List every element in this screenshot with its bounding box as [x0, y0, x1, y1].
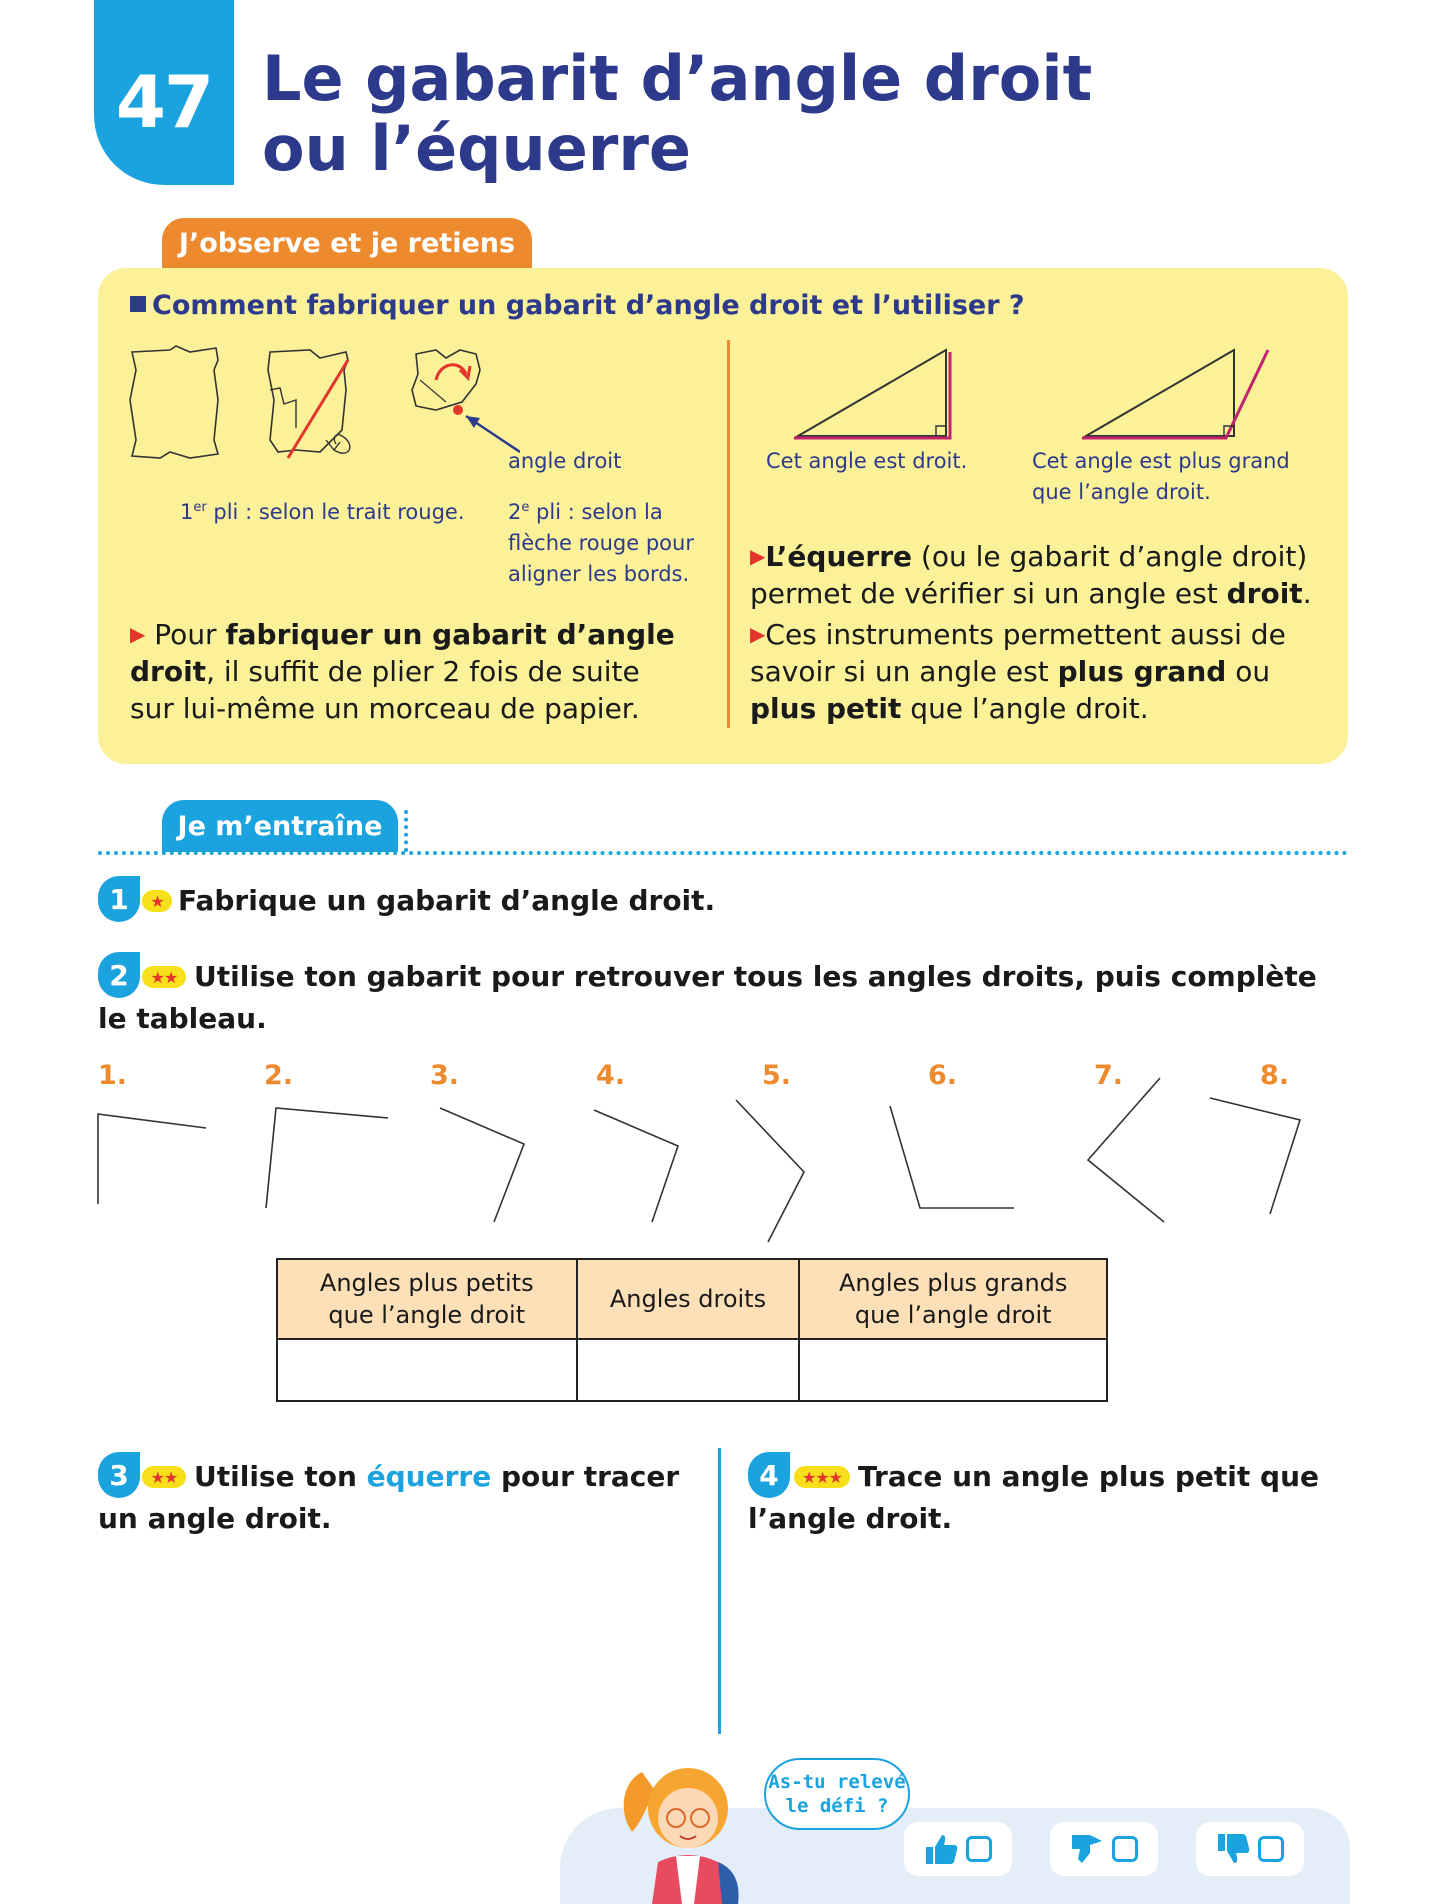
angle-7 [1088, 1078, 1164, 1222]
exercise-divider [718, 1448, 721, 1734]
difficulty-stars-4: ★★★ [794, 1466, 850, 1488]
fold2-caption: 2e pli : selon la flèche rouge pour aligner les bords. [508, 500, 694, 586]
exercise-3-number: 3 [98, 1452, 140, 1498]
equerre-keyword: équerre [366, 1460, 492, 1493]
angle-8 [1210, 1098, 1300, 1214]
table-header-smaller: Angles plus petits que l’angle droit [277, 1259, 577, 1339]
exercise-4-text-line2: l’angle droit. [748, 1502, 953, 1535]
challenge-speech-bubble: As-tu relevé le défi ? [764, 1758, 910, 1830]
checkbox-icon[interactable] [1258, 1836, 1284, 1862]
title-line-1: Le gabarit d’angle droit [262, 42, 1093, 115]
observe-divider [727, 340, 730, 728]
angles-to-sort [90, 1070, 1310, 1250]
fold1-caption: 1er pli : selon le trait rouge. [180, 500, 465, 524]
set-square-obtuse [1086, 350, 1234, 436]
dotted-tab-edge [404, 810, 408, 852]
page-title [262, 44, 1092, 184]
angle-label-2: 2. [264, 1060, 294, 1091]
train-tab: Je m’entraîne [162, 800, 398, 852]
angle-4 [594, 1110, 678, 1222]
angle-label-8: 8. [1260, 1060, 1290, 1091]
exercise-2-text-line1: Utilise ton gabarit pour retrouver tous les angles droits, puis complète [194, 960, 1317, 993]
checkbox-icon[interactable] [966, 1836, 992, 1862]
table-header-larger: Angles plus grands que l’angle droit [799, 1259, 1107, 1339]
exercise-1-number: 1 [98, 876, 140, 922]
angle-label-3: 3. [430, 1060, 460, 1091]
sorting-table [276, 1258, 1108, 1402]
table-header-right: Angles droits [577, 1259, 800, 1339]
observe-tab: J’observe et je retiens [162, 218, 532, 268]
red-triangle-bullet-icon: ▶ [130, 622, 146, 646]
angle-label-7: 7. [1094, 1060, 1124, 1091]
thumbs-down-icon [1216, 1833, 1250, 1865]
difficulty-stars-1: ★ [142, 890, 172, 912]
answer-cell-smaller[interactable] [277, 1339, 577, 1401]
exercise-2-text-line2: le tableau. [98, 1002, 267, 1035]
rating-thumbs-down[interactable] [1196, 1822, 1304, 1876]
lesson-number-badge [94, 0, 234, 185]
difficulty-stars-3: ★★ [142, 1466, 186, 1488]
dotted-divider [98, 851, 1348, 855]
girl-character-illustration [612, 1752, 762, 1904]
lesson-number: 47 [115, 59, 213, 144]
exercise-2-number: 2 [98, 952, 140, 998]
square-paragraph-1: ▶L’équerre (ou le gabarit d’angle droit) permet de vérifier si un angle est droit. [750, 540, 1312, 610]
folding-illustration [120, 340, 520, 480]
caption-right-angle: Cet angle est droit. [766, 449, 968, 473]
right-angle-dot [453, 405, 463, 415]
exercise-4-number: 4 [748, 1452, 790, 1498]
angle-label-4: 4. [596, 1060, 626, 1091]
paper-sheet-3 [412, 350, 480, 410]
angle-label-5: 5. [762, 1060, 792, 1091]
observe-question [130, 290, 1025, 321]
square-paragraph-2: ▶Ces instruments permettent aussi de savoir si un angle est plus grand ou plus petit que l’angle droit. [750, 618, 1286, 725]
difficulty-stars-2: ★★ [142, 966, 186, 988]
angle-label-1: 1. [98, 1060, 128, 1091]
exercise-3-text-line1: Utilise ton équerre pour tracer [194, 1460, 680, 1493]
answer-cell-larger[interactable] [799, 1339, 1107, 1401]
set-square-illustrations [790, 346, 1290, 446]
thumbs-sideways-icon [1070, 1833, 1104, 1865]
paper-sheet-2 [268, 350, 348, 452]
checkbox-icon[interactable] [1112, 1836, 1138, 1862]
angle-1 [98, 1114, 206, 1204]
label-angle-droit: angle droit [508, 449, 622, 473]
angle-6 [890, 1106, 1014, 1208]
thumbs-up-icon [924, 1833, 958, 1865]
angle-label-6: 6. [928, 1060, 958, 1091]
red-triangle-bullet-icon: ▶ [750, 544, 766, 568]
rating-thumbs-sideways[interactable] [1050, 1822, 1158, 1876]
caption-obtuse-angle: Cet angle est plus grand que l’angle droit. [1032, 449, 1290, 504]
angle-5 [736, 1100, 804, 1242]
rating-thumbs-up[interactable] [904, 1822, 1012, 1876]
square-bullet-icon [130, 296, 146, 312]
angle-3 [440, 1108, 524, 1222]
question-text: Comment fabriquer un gabarit d’angle droit et l’utiliser ? [152, 290, 1025, 321]
make-template-paragraph: ▶ Pour fabriquer un gabarit d’angle droit, il suffit de plier 2 fois de suite sur lui-même un morceau de papier. [130, 618, 675, 725]
paper-sheet-1 [130, 346, 218, 458]
answer-cell-right[interactable] [577, 1339, 800, 1401]
set-square-right [798, 350, 946, 436]
exercise-4-text-line1: Trace un angle plus petit que [858, 1460, 1319, 1493]
red-triangle-bullet-icon: ▶ [750, 622, 766, 646]
title-line-2: ou l’équerre [262, 112, 691, 185]
angle-2 [266, 1108, 388, 1208]
exercise-3-text-line2: un angle droit. [98, 1502, 332, 1535]
exercise-1-text: Fabrique un gabarit d’angle droit. [178, 884, 716, 917]
